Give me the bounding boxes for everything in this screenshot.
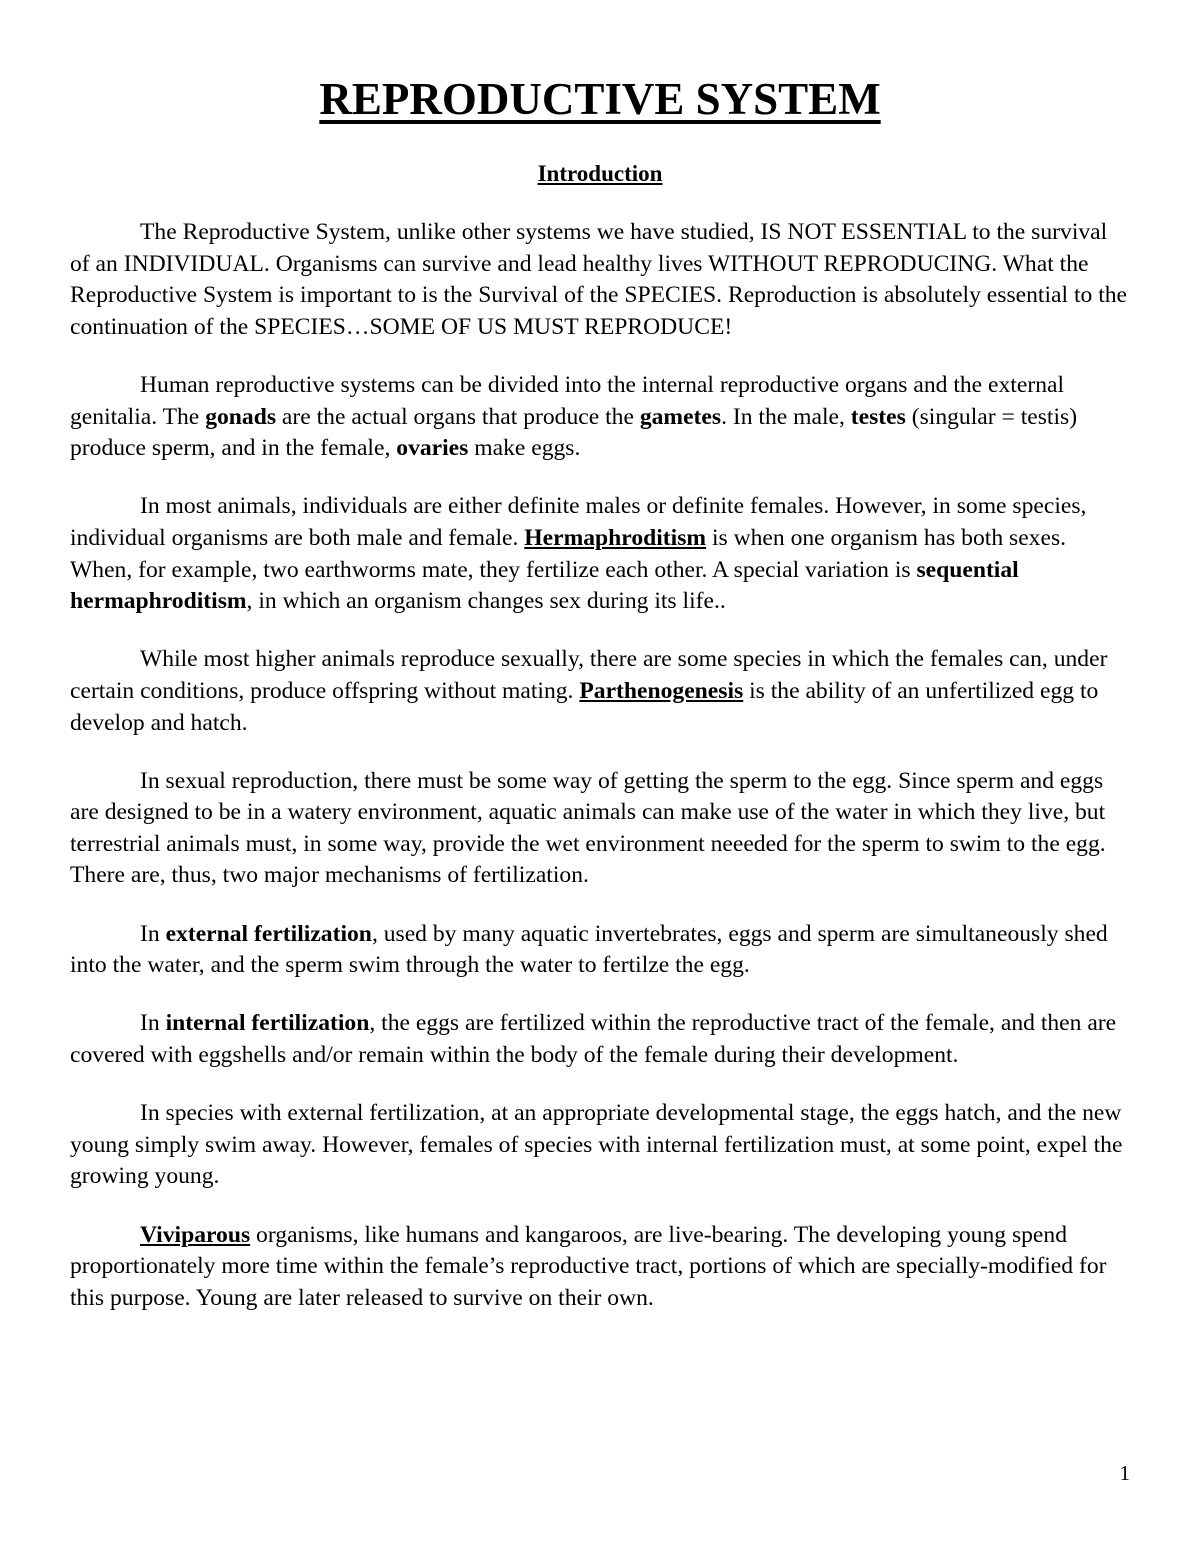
paragraph-8-text: In species with external fertilization, at an appropriate developmental stage, the eggs hatch, and the new young simply swim away. However, females of species with internal fertilization must, at some point, expel the growing young. xyxy=(70,1100,1123,1190)
term-ovaries: ovaries xyxy=(396,435,469,462)
paragraph-1 xyxy=(70,217,1130,343)
paragraph-9-text-a: organisms, like humans and kangaroos, are live-bearing. The developing young spend proportionately more time within the female’s reproductive tract, portions of which are specially-modified for this purpose. Young are later released to survive on their own. xyxy=(70,1221,1107,1311)
paragraph-9 xyxy=(70,1220,1130,1315)
paragraph-2-text-a: Human reproductive systems can be divided into the internal reproductive organs and the external genitalia. The xyxy=(70,371,1065,430)
paragraph-4-text-a: While most higher animals reproduce sexually, there are some species in which the females can, under certain conditions, produce offspring without mating. xyxy=(70,646,1108,704)
paragraph-3-text-a: In most animals, individuals are either definite males or definite females. However, in some species, individual organisms are both male and female. xyxy=(70,493,1087,551)
paragraph-3-text-b: is when one organism has both sexes. When, for example, two earthworms mate, they fertilize each other. A special variation is xyxy=(70,524,1067,583)
paragraph-6-text-a: In xyxy=(140,920,166,947)
paragraph-2-text-e: (singular = testis) produce sperm, and in the female, xyxy=(70,403,1078,462)
paragraph-1-text: The Reproductive System, unlike other systems we have studied, IS NOT ESSENTIAL to the survival of an INDIVIDUAL. Organisms can survive and lead healthy lives WITHOUT REPRODUCING. What the Reproductive System is important to is the Survival of the SPECIES. Reproduction is absolutely essential to the continuation of the SPECIES…SOME OF US MUST REPRODUCE! xyxy=(70,219,1128,340)
term-gonads: gonads xyxy=(205,403,277,430)
document-body xyxy=(70,217,1130,1314)
paragraph-8 xyxy=(70,1098,1130,1193)
page-number: 1 xyxy=(1119,1461,1130,1485)
term-gametes: gametes xyxy=(639,403,722,430)
term-viviparous: Viviparous xyxy=(140,1221,251,1248)
paragraph-7 xyxy=(70,1008,1130,1071)
term-internal-fertilization: internal fertilization xyxy=(165,1010,370,1037)
term-external-fertilization: external fertilization xyxy=(165,920,372,947)
paragraph-2-text-c: are the actual organs that produce the xyxy=(276,403,640,430)
paragraph-5 xyxy=(70,766,1130,892)
paragraph-4-text-b: is the ability of an unfertilized egg to develop and hatch. xyxy=(70,677,1099,736)
term-parthenogenesis: Parthenogenesis xyxy=(579,677,744,704)
paragraph-2 xyxy=(70,370,1130,465)
paragraph-6-text-b: , used by many aquatic invertebrates, eggs and sperm are simultaneously shed into the water, and the sperm swim through the water to fertilze the egg. xyxy=(70,920,1108,979)
page-title: REPRODUCTIVE SYSTEM xyxy=(319,74,881,124)
paragraph-6 xyxy=(70,919,1130,982)
paragraph-3-text-c: , in which an organism changes sex during its life.. xyxy=(246,588,726,615)
paragraph-7-text-a: In xyxy=(140,1010,166,1037)
section-heading-introduction: Introduction xyxy=(537,161,663,186)
paragraph-3 xyxy=(70,491,1130,617)
paragraph-5-text: In sexual reproduction, there must be some way of getting the sperm to the egg. Since sperm and eggs are designed to be in a watery environment, aquatic animals can make use of the water in which they live, but terrestrial animals must, in some way, provide the wet environment neeeded for the sperm to swim to the egg. There are, thus, two major mechanisms of fertilization. xyxy=(70,767,1106,889)
term-hermaphroditism: Hermaphroditism xyxy=(524,524,707,551)
paragraph-2-text-d: . In the male, xyxy=(721,403,851,430)
paragraph-2-text-f: make eggs. xyxy=(468,435,581,462)
term-testes: testes xyxy=(850,403,906,430)
term-sequential-hermaphroditism: sequential hermaphroditism xyxy=(70,556,1019,615)
paragraph-7-text-b: , the eggs are fertilized within the reproductive tract of the female, and then are covered with eggshells and/or remain within the body of the female during their development. xyxy=(70,1010,1117,1069)
paragraph-4 xyxy=(70,644,1130,739)
